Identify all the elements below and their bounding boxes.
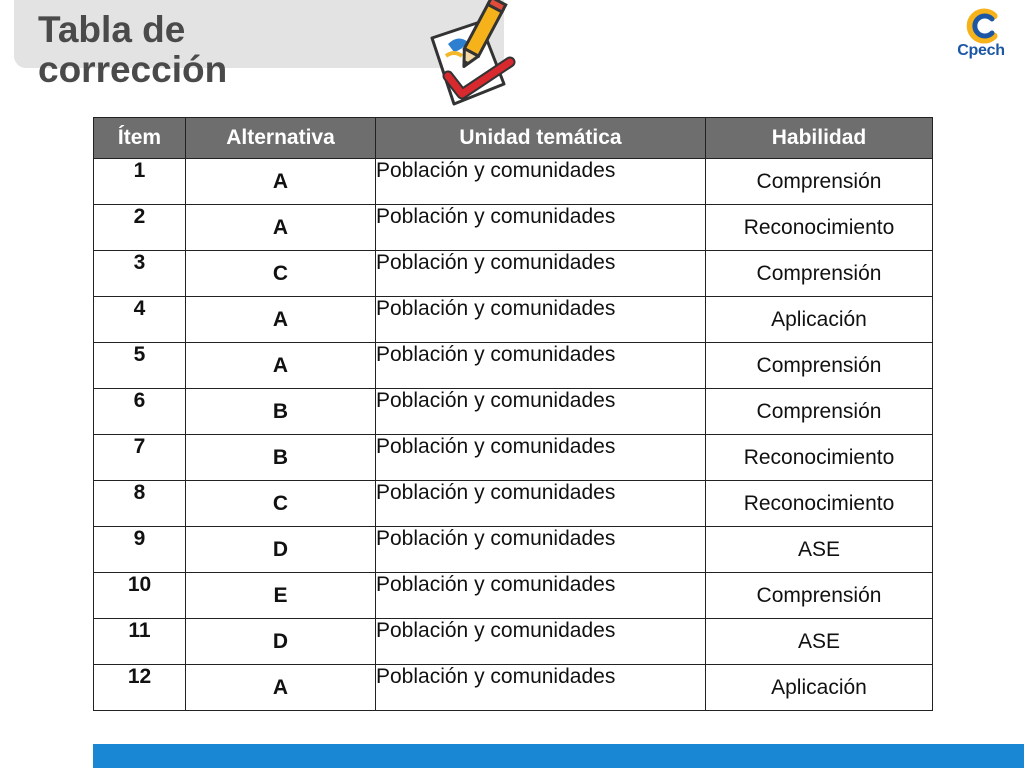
table-row: [94, 389, 933, 435]
cell-item: 9: [94, 527, 186, 573]
cell-item: 3: [94, 251, 186, 297]
cell-unit: Población y comunidades: [376, 573, 706, 619]
cell-alternative: E: [186, 573, 376, 619]
cell-alternative: A: [186, 665, 376, 711]
table-row: [94, 481, 933, 527]
table-row: [94, 205, 933, 251]
cell-skill: ASE: [706, 527, 933, 573]
table-row: [94, 573, 933, 619]
table-row: [94, 297, 933, 343]
cell-alternative: D: [186, 619, 376, 665]
cell-item: 5: [94, 343, 186, 389]
column-header-alternative: Alternativa: [186, 118, 376, 159]
cell-unit: Población y comunidades: [376, 159, 706, 205]
table-row: [94, 159, 933, 205]
table-row: [94, 619, 933, 665]
cell-skill: Comprensión: [706, 573, 933, 619]
cell-skill: Aplicación: [706, 297, 933, 343]
cell-item: 12: [94, 665, 186, 711]
cell-unit: Población y comunidades: [376, 205, 706, 251]
cell-alternative: D: [186, 527, 376, 573]
column-header-unit: Unidad temática: [376, 118, 706, 159]
cell-unit: Población y comunidades: [376, 665, 706, 711]
cell-skill: Comprensión: [706, 159, 933, 205]
pencil-checkmark-icon: [418, 0, 518, 112]
cell-alternative: A: [186, 297, 376, 343]
table-row: [94, 435, 933, 481]
cell-item: 4: [94, 297, 186, 343]
table-row: [94, 527, 933, 573]
cpech-logo-icon: [950, 6, 1012, 46]
cell-unit: Población y comunidades: [376, 389, 706, 435]
cell-unit: Población y comunidades: [376, 527, 706, 573]
cell-item: 7: [94, 435, 186, 481]
cell-skill: Aplicación: [706, 665, 933, 711]
cell-alternative: B: [186, 435, 376, 481]
cell-unit: Población y comunidades: [376, 343, 706, 389]
cell-unit: Población y comunidades: [376, 251, 706, 297]
cell-item: 8: [94, 481, 186, 527]
column-header-skill: Habilidad: [706, 118, 933, 159]
brand-name: Cpech: [957, 42, 1005, 59]
page-title: [38, 10, 268, 90]
table-row: [94, 343, 933, 389]
cell-unit: Población y comunidades: [376, 619, 706, 665]
cell-skill: Reconocimiento: [706, 205, 933, 251]
cell-item: 1: [94, 159, 186, 205]
cell-skill: ASE: [706, 619, 933, 665]
page-title-text: Tabla de corrección: [38, 9, 228, 90]
cell-item: 6: [94, 389, 186, 435]
cell-unit: Población y comunidades: [376, 297, 706, 343]
cell-skill: Comprensión: [706, 343, 933, 389]
cell-alternative: A: [186, 205, 376, 251]
cell-skill: Reconocimiento: [706, 481, 933, 527]
correction-table: [93, 117, 933, 711]
brand-logo: [950, 6, 1012, 59]
table-row: [94, 251, 933, 297]
cell-skill: Comprensión: [706, 389, 933, 435]
table-row: [94, 665, 933, 711]
cell-alternative: B: [186, 389, 376, 435]
cell-skill: Reconocimiento: [706, 435, 933, 481]
cell-alternative: C: [186, 251, 376, 297]
cell-alternative: C: [186, 481, 376, 527]
cell-alternative: A: [186, 343, 376, 389]
cell-unit: Población y comunidades: [376, 435, 706, 481]
column-header-item: Ítem: [94, 118, 186, 159]
cell-alternative: A: [186, 159, 376, 205]
cell-item: 10: [94, 573, 186, 619]
cell-item: 11: [94, 619, 186, 665]
cell-item: 2: [94, 205, 186, 251]
footer-bar: [93, 744, 1024, 768]
cell-skill: Comprensión: [706, 251, 933, 297]
cell-unit: Población y comunidades: [376, 481, 706, 527]
table-header-row: [94, 118, 933, 159]
